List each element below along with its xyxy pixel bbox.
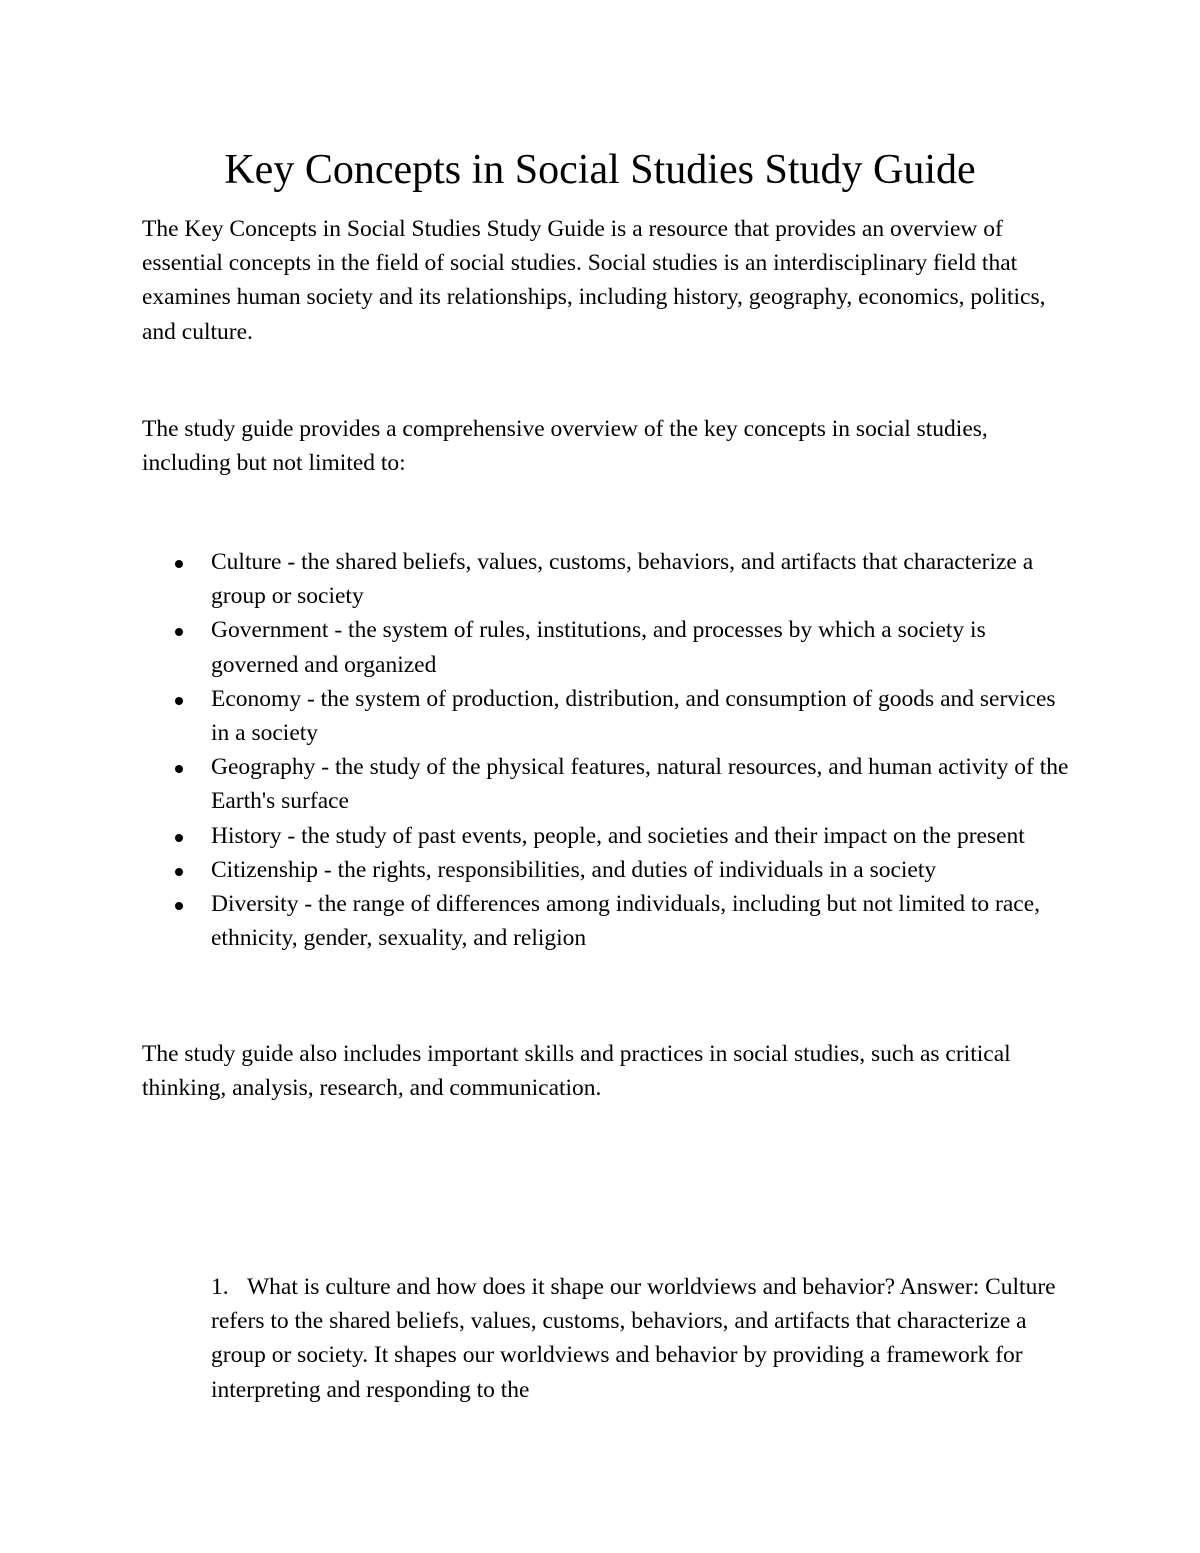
list-item	[142, 819, 1072, 853]
question-number: 1.	[211, 1274, 229, 1300]
list-item	[142, 682, 1072, 750]
concepts-list	[142, 545, 1072, 955]
bullet-icon	[175, 560, 183, 568]
concept-text: Geography - the study of the physical features, natural resources, and human activity of the Earth's surface	[211, 754, 1069, 815]
bullet-icon	[175, 868, 183, 876]
question-text: What is culture and how does it shape our worldviews and behavior? Answer: Culture refers to the shared beliefs, values, customs, behaviors, and artifacts that characterize a group or society. It shapes our worldviews and behavior by providing a framework for interpreting and responding to the	[211, 1274, 1056, 1403]
bullet-icon	[175, 697, 183, 705]
list-item	[142, 853, 1072, 887]
overview-paragraph: The study guide provides a comprehensive overview of the key concepts in social studies, including but not limited to:	[142, 416, 988, 477]
concept-text: History - the study of past events, people, and societies and their impact on the present	[211, 822, 1025, 849]
document-title: Key Concepts in Social Studies Study Guide	[224, 147, 976, 193]
concept-text: Economy - the system of production, distribution, and consumption of goods and services in a society	[211, 685, 1056, 747]
list-item	[142, 750, 1072, 818]
concept-text: Government - the system of rules, institutions, and processes by which a society is governed and organized	[211, 617, 986, 678]
concept-text: Citizenship - the rights, responsibilities, and duties of individuals in a society	[211, 856, 937, 883]
concept-text: Culture - the shared beliefs, values, customs, behaviors, and artifacts that characterize a group or society	[211, 549, 1034, 610]
bullet-icon	[175, 834, 183, 842]
skills-paragraph: The study guide also includes important skills and practices in social studies, such as critical thinking, analysis, research, and communication.	[142, 1041, 1011, 1102]
intro-paragraph: The Key Concepts in Social Studies Study Guide is a resource that provides an overview of essential concepts in the field of social studies. Social studies is an interdisciplinary field that examines human society and its relationships, including history, geography, economics, politics, and culture.	[142, 216, 1046, 345]
bullet-icon	[175, 902, 183, 910]
bullet-icon	[175, 628, 183, 636]
list-item	[142, 545, 1072, 613]
concept-text: Diversity - the range of differences among individuals, including but not limited to race, ethnicity, gender, sexuality, and religion	[211, 891, 1041, 952]
list-item	[142, 887, 1072, 955]
question-1	[211, 1270, 1071, 1407]
list-item	[142, 613, 1072, 681]
bullet-icon	[175, 765, 183, 773]
